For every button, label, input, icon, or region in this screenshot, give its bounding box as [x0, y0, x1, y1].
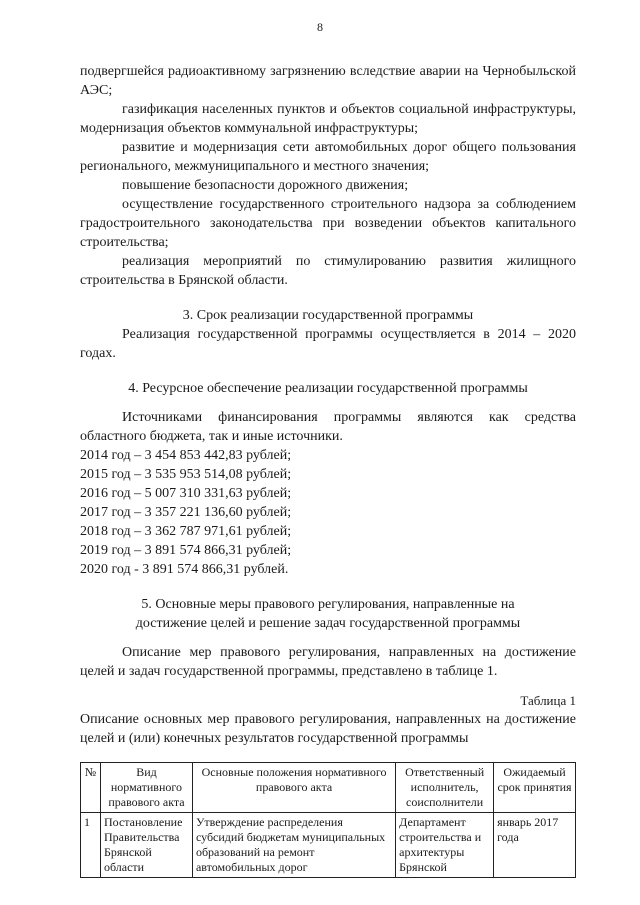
cell-term: январь 2017 года [494, 813, 576, 878]
header-cell: Вид нормативного правового акта [100, 763, 192, 813]
list-item: осуществление государственного строительного надзора за соблюдением градостроительного законодательства при возведении объектов капитального строительства; [80, 197, 576, 250]
table-row [81, 813, 576, 878]
funding-year: 2016 год – 5 007 310 331,63 рублей; [80, 486, 292, 501]
header-cell: Основные положения нормативного правового акта [192, 763, 395, 813]
table-title: Описание основных мер правового регулирования, направленных на достижение целей и (или) конечных результатов государственной программы [80, 712, 576, 746]
funding-year: 2017 год – 3 357 221 136,60 рублей; [80, 505, 292, 520]
header-cell: Ожидаемый срок принятия [494, 763, 576, 813]
section-heading: достижение целей и решение задач государственной программы [135, 616, 521, 631]
list-item: газификация населенных пунктов и объектов социальной инфраструктуры, модернизация объектов коммунальной инфраструктуры; [80, 102, 576, 136]
list-item: реализация мероприятий по стимулированию развития жилищного строительства в Брянской области. [80, 254, 576, 288]
cell-provisions: Утверждение распределения субсидий бюджетам муниципальных образований на ремонт автомобильных дорог [192, 813, 395, 878]
funding-year: 2015 год – 3 535 953 514,08 рублей; [80, 467, 292, 482]
cell-act-type: Постановление Правительства Брянской области [100, 813, 192, 878]
page-number: 8 [317, 20, 323, 34]
cell-number: 1 [81, 813, 101, 878]
cell-responsible: Департамент строительства и архитектуры Брянской [396, 813, 494, 878]
document-body [80, 62, 576, 878]
list-item: повышение безопасности дорожного движения; [122, 178, 409, 193]
section-heading: 5. Основные меры правового регулирования, направленные на [141, 597, 515, 612]
list-item: развитие и модернизация сети автомобильных дорог общего пользования регионального, межмуниципального и местного значения; [80, 140, 576, 174]
section-heading: 4. Ресурсное обеспечение реализации государственной программы [128, 381, 528, 396]
section-heading: 3. Срок реализации государственной программы [182, 308, 474, 323]
paragraph: Реализация государственной программы осуществляется в 2014 – 2020 годах. [80, 327, 576, 361]
funding-year: 2018 год – 3 362 787 971,61 рублей; [80, 524, 292, 539]
table-label: Таблица 1 [520, 693, 576, 708]
header-cell: № [81, 763, 101, 813]
legal-measures-table [80, 762, 576, 878]
funding-year: 2014 год – 3 454 853 442,83 рублей; [80, 448, 292, 463]
funding-year: 2019 год – 3 891 574 866,31 рублей; [80, 543, 292, 558]
funding-year: 2020 год - 3 891 574 866,31 рублей. [80, 562, 289, 577]
paragraph-continuation: подвергшейся радиоактивному загрязнению вследствие аварии на Чернобыльской АЭС; [80, 64, 576, 98]
paragraph: Описание мер правового регулирования, направленных на достижение целей и задач государственной программы, представлено в таблице 1. [80, 645, 576, 679]
header-cell: Ответственный исполнитель, соисполнители [396, 763, 494, 813]
paragraph: Источниками финансирования программы являются как средства областного бюджета, так и иные источники. [80, 410, 576, 444]
table-header-row [81, 763, 576, 813]
